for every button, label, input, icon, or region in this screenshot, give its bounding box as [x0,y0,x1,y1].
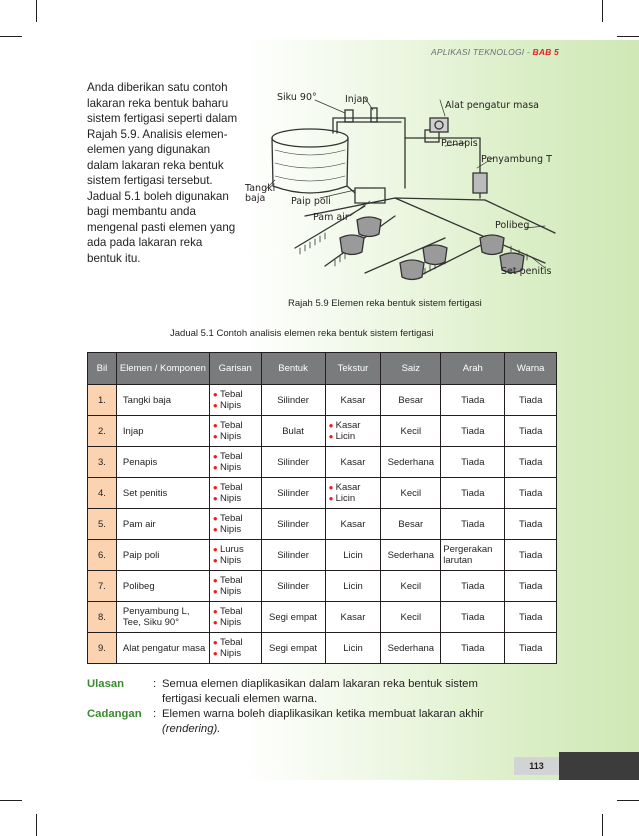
crop-mark [0,800,22,801]
table-header-row [88,353,557,385]
cell-bentuk: Silinder [261,540,325,571]
bullet-icon: ● [212,514,220,523]
cell-bil: 9. [88,633,117,664]
crop-mark [36,0,37,22]
cell-garisan [209,509,261,540]
table-row [88,478,557,509]
cell-saiz: Sederhana [381,447,441,478]
cell-bentuk: Silinder [261,447,325,478]
bullet-icon: ● [212,525,220,534]
cell-saiz: Sederhana [381,633,441,664]
cell-bil: 3. [88,447,117,478]
cadangan-text-2: (rendering). [162,723,221,735]
table-row [88,633,557,664]
cell-saiz: Kecil [381,571,441,602]
cell-bil: 5. [88,509,117,540]
bullet-icon: ● [328,421,336,430]
label-pam: Pam air [313,212,349,223]
cell-tekstur-item: Licin [335,493,356,504]
cell-saiz: Kecil [381,478,441,509]
cell-garisan-item: Tebal [219,637,243,648]
cell-saiz: Kecil [381,602,441,633]
label-penyambung: Penyambung T [481,154,552,165]
cell-warna: Tiada [505,602,557,633]
header-bentuk: Bentuk [261,353,325,385]
cell-garisan [209,385,261,416]
cell-bentuk: Segi empat [261,602,325,633]
cell-garisan-item: Nipis [219,462,242,473]
cell-tekstur-item: Kasar [335,482,361,493]
cell-arah: Tiada [441,478,505,509]
crop-mark [0,36,22,37]
cell-garisan-item: Nipis [219,431,242,442]
cell-warna: Tiada [505,509,557,540]
header-elemen: Elemen / Komponen [116,353,209,385]
bullet-icon: ● [212,618,220,627]
cell-saiz: Sederhana [381,540,441,571]
cell-arah: Tiada [441,633,505,664]
cell-tekstur: Licin [325,571,381,602]
cell-saiz: Besar [381,509,441,540]
cell-saiz: Kecil [381,416,441,447]
cell-garisan-item: Tebal [219,606,243,617]
bullet-icon: ● [212,607,220,616]
cell-garisan-item: Nipis [219,555,242,566]
label-polibeg: Polibeg [495,220,530,231]
label-alat: Alat pengatur masa [445,100,539,111]
element-analysis-table [87,352,557,664]
page-number-bar [559,752,639,780]
label-siku: Siku 90° [277,92,317,103]
bullet-icon: ● [212,545,220,554]
header-arah: Arah [441,353,505,385]
cell-tekstur: Kasar [325,602,381,633]
cell-bil: 7. [88,571,117,602]
cell-bentuk: Silinder [261,385,325,416]
cell-warna: Tiada [505,447,557,478]
cell-elemen: Alat pengatur masa [116,633,209,664]
label-tangki: Tangki baja [245,183,276,204]
header-saiz: Saiz [381,353,441,385]
bullet-icon: ● [212,556,220,565]
crop-mark [36,814,37,836]
cell-bil: 6. [88,540,117,571]
cell-tekstur: Kasar [325,509,381,540]
bullet-icon: ● [212,649,220,658]
bullet-icon: ● [212,494,220,503]
header-prefix: APLIKASI TEKNOLOGI - [430,47,533,57]
cell-garisan-item: Tebal [219,513,243,524]
cell-garisan [209,633,261,664]
cell-arah: Tiada [441,571,505,602]
bullet-icon: ● [212,390,220,399]
intro-paragraph: Anda diberikan satu contoh lakaran reka bentuk baharu sistem fertigasi seperti dalam Rajah 5.9. Analisis elemen-elemen yang digunakan dalam lakaran reka bentuk sistem fertigasi tersebut. Jadual 5.1 boleh digunakan bagi membantu anda mengenal pasti elemen yang ada pada lakaran reka bentuk itu. [87,81,238,265]
header-garisan: Garisan [209,353,261,385]
cell-garisan-item: Lurus [219,544,244,555]
cell-bentuk: Silinder [261,509,325,540]
cell-bil: 8. [88,602,117,633]
table-caption: Jadual 5.1 Contoh analisis elemen reka bentuk sistem fertigasi [170,328,434,339]
page-number: 113 [514,757,559,775]
cell-bentuk: Silinder [261,571,325,602]
table-row [88,540,557,571]
cell-tekstur: Kasar [325,385,381,416]
bullet-icon: ● [328,432,336,441]
cell-tekstur: Licin [325,540,381,571]
bullet-icon: ● [212,483,220,492]
label-setpenitis: Set penitis [501,266,552,277]
cell-elemen: Penapis [116,447,209,478]
header-bil: Bil [88,353,117,385]
cell-garisan-item: Nipis [219,617,242,628]
cell-garisan-item: Nipis [219,586,242,597]
bullet-icon: ● [328,494,336,503]
cell-garisan-item: Nipis [219,493,242,504]
crop-mark [602,0,603,22]
ulasan-text-2: fertigasi kecuali elemen warna. [162,693,318,705]
cell-elemen: Tangki baja [116,385,209,416]
cell-bentuk: Silinder [261,478,325,509]
cell-arah: Tiada [441,509,505,540]
cell-arah: Tiada [441,447,505,478]
cell-garisan-item: Tebal [219,451,243,462]
cell-tekstur-item: Licin [335,431,356,442]
cell-bentuk: Segi empat [261,633,325,664]
ulasan-text-1: Semua elemen diaplikasikan dalam lakaran reka bentuk sistem [162,678,478,690]
cell-tekstur-item: Kasar [335,420,361,431]
ulasan-label: Ulasan [87,678,125,690]
cell-bil: 1. [88,385,117,416]
bullet-icon: ● [212,421,220,430]
bullet-icon: ● [212,452,220,461]
cell-garisan [209,416,261,447]
table-row [88,509,557,540]
cell-bil: 4. [88,478,117,509]
cell-tekstur: Licin [325,633,381,664]
cell-garisan-item: Tebal [219,420,243,431]
cell-warna: Tiada [505,571,557,602]
header-warna: Warna [505,353,557,385]
table-row [88,416,557,447]
cadangan-label: Cadangan [87,708,142,720]
table-row [88,447,557,478]
cell-elemen: Paip poli [116,540,209,571]
crop-mark [617,800,639,801]
bullet-icon: ● [212,463,220,472]
header-chapter: BAB 5 [532,47,559,57]
cell-elemen: Pam air [116,509,209,540]
cell-arah: Tiada [441,602,505,633]
table-row [88,385,557,416]
cell-garisan [209,478,261,509]
bullet-icon: ● [212,587,220,596]
cell-arah: Pergerakan larutan [441,540,505,571]
cell-garisan [209,540,261,571]
fertigation-sketch [245,88,575,298]
commentary: Ulasan : Semua elemen diaplikasikan dalam lakaran reka bentuk sistem fertigasi kecuali elemen warna. Cadangan : Elemen warna boleh diaplikasikan ketika membuat lakaran akhir (rendering). [87,677,567,737]
cell-garisan [209,447,261,478]
label-injap: Injap [345,94,369,105]
cell-saiz: Besar [381,385,441,416]
bullet-icon: ● [328,483,336,492]
cell-elemen: Injap [116,416,209,447]
cell-bentuk: Bulat [261,416,325,447]
cell-tekstur [325,416,381,447]
header-tekstur: Tekstur [325,353,381,385]
bullet-icon: ● [212,432,220,441]
cell-warna: Tiada [505,416,557,447]
cell-garisan-item: Nipis [219,648,242,659]
label-penapis: Penapis [441,138,478,149]
cell-warna: Tiada [505,633,557,664]
cell-arah: Tiada [441,385,505,416]
cell-garisan [209,571,261,602]
bullet-icon: ● [212,638,220,647]
cell-garisan [209,602,261,633]
cell-warna: Tiada [505,540,557,571]
crop-mark [617,36,639,37]
cell-elemen: Penyambung L, Tee, Siku 90° [116,602,209,633]
cell-garisan-item: Nipis [219,400,242,411]
cell-elemen: Set penitis [116,478,209,509]
cell-garisan-item: Nipis [219,524,242,535]
label-paip: Paip poli [291,196,331,207]
crop-mark [602,814,603,836]
running-header [431,47,559,57]
table-row [88,602,557,633]
cell-arah: Tiada [441,416,505,447]
cell-bil: 2. [88,416,117,447]
bullet-icon: ● [212,576,220,585]
cell-garisan-item: Tebal [219,482,243,493]
table-row [88,571,557,602]
cell-warna: Tiada [505,385,557,416]
cell-garisan-item: Tebal [219,389,243,400]
bullet-icon: ● [212,401,220,410]
cadangan-text-1: Elemen warna boleh diaplikasikan ketika membuat lakaran akhir [162,708,484,720]
cell-garisan-item: Tebal [219,575,243,586]
cell-warna: Tiada [505,478,557,509]
cell-tekstur: Kasar [325,447,381,478]
cell-tekstur [325,478,381,509]
cell-elemen: Polibeg [116,571,209,602]
figure-caption: Rajah 5.9 Elemen reka bentuk sistem fertigasi [288,298,482,309]
